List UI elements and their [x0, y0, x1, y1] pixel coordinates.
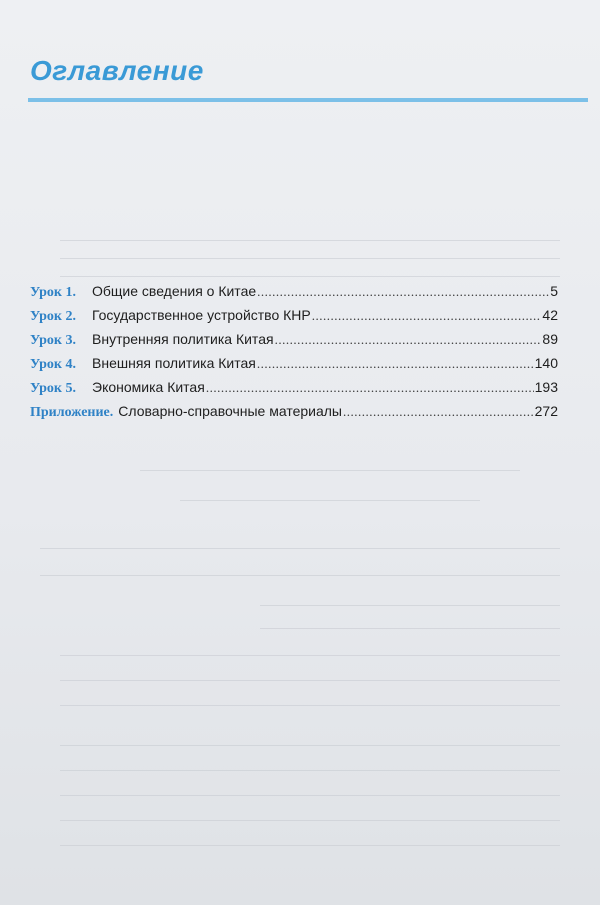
toc-lesson-number: Урок 5. — [30, 381, 76, 396]
bleed-through-line — [60, 770, 560, 771]
bleed-through-line — [140, 470, 520, 471]
toc-leader-dots — [343, 404, 534, 420]
toc-leader-dots — [206, 380, 534, 396]
page-title: Оглавление — [30, 55, 204, 86]
toc-topic: Внешняя политика Китая — [92, 355, 256, 371]
bleed-through-line — [40, 548, 560, 549]
toc-page-number: 89 — [542, 331, 558, 347]
bleed-through-line — [60, 820, 560, 821]
toc-topic: Общие сведения о Китае — [92, 283, 257, 299]
toc-page-number: 42 — [542, 307, 558, 323]
toc-entry-lesson-2[interactable] — [30, 307, 558, 331]
toc-lesson-number: Приложение. — [30, 405, 114, 420]
bleed-through-line — [60, 680, 560, 681]
toc-leader-dots — [275, 332, 542, 348]
bleed-through-line — [60, 276, 560, 277]
toc-topic: Словарно-справочные материалы — [118, 403, 342, 419]
bleed-through-line — [60, 655, 560, 656]
bleed-through-line — [60, 845, 560, 846]
bleed-through-line — [60, 705, 560, 706]
toc-page-number: 272 — [534, 403, 558, 419]
toc-leader-dots — [312, 308, 542, 324]
bleed-through-line — [260, 628, 560, 629]
toc-lesson-number: Урок 3. — [30, 333, 76, 348]
toc-leader-dots — [257, 356, 534, 372]
toc-lesson-number: Урок 1. — [30, 285, 76, 300]
bleed-through-line — [180, 500, 480, 501]
toc-page-number: 193 — [534, 379, 558, 395]
toc-page-number: 5 — [550, 283, 558, 299]
bleed-through-line — [260, 605, 560, 606]
toc-entry-lesson-5[interactable] — [30, 379, 558, 403]
toc-page-number: 140 — [534, 355, 558, 371]
bleed-through-line — [60, 240, 560, 241]
toc-entry-lesson-3[interactable] — [30, 331, 558, 355]
toc-lesson-number: Урок 4. — [30, 357, 76, 372]
toc-topic: Внутренняя политика Китая — [92, 331, 274, 347]
table-of-contents — [30, 283, 558, 427]
toc-leader-dots — [257, 284, 549, 300]
toc-entry-lesson-1[interactable] — [30, 283, 558, 307]
title-underline — [28, 98, 588, 102]
bleed-through-line — [40, 575, 560, 576]
bleed-through-line — [60, 795, 560, 796]
toc-topic: Экономика Китая — [92, 379, 205, 395]
bleed-through-line — [60, 258, 560, 259]
toc-lesson-number: Урок 2. — [30, 309, 76, 324]
toc-entry-lesson-4[interactable] — [30, 355, 558, 379]
toc-entry-appendix[interactable] — [30, 403, 558, 427]
toc-topic: Государственное устройство КНР — [92, 307, 311, 323]
bleed-through-line — [60, 745, 560, 746]
